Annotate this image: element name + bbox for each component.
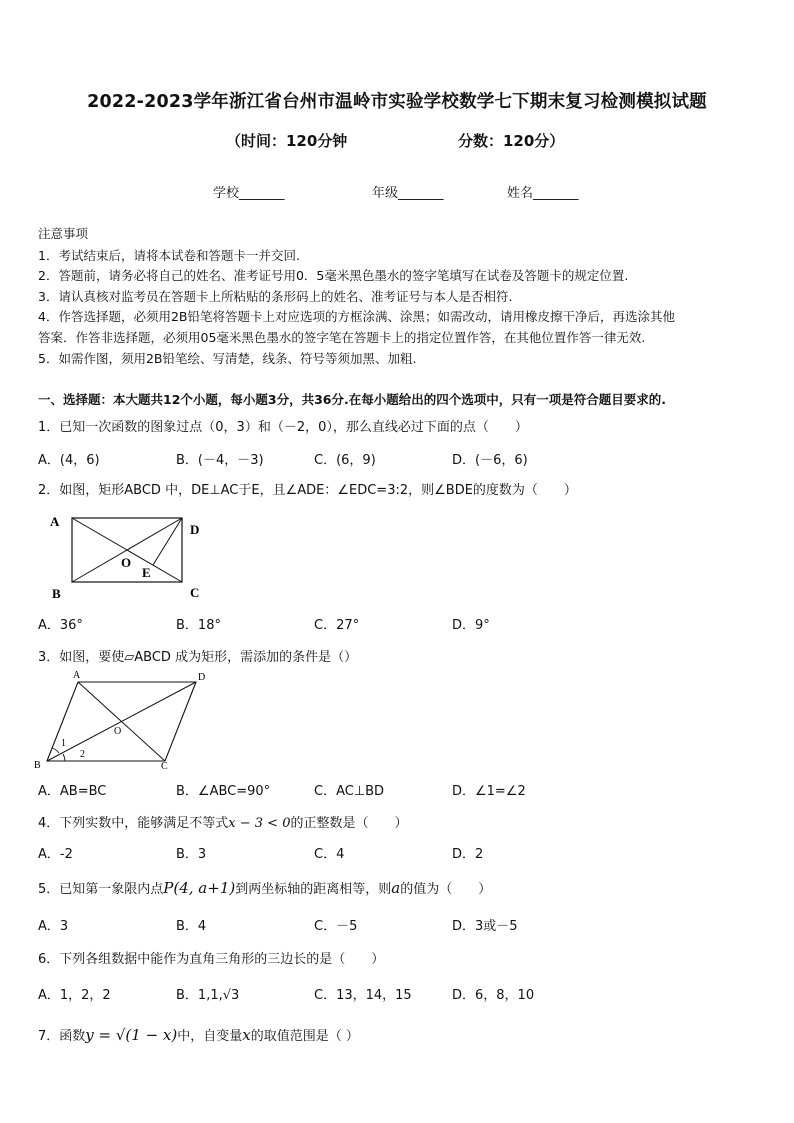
question-1-stem: 1．已知一次函数的图象过点（0，3）和（－2，0），那么直线必过下面的点（ ）: [38, 420, 528, 435]
q2-option-d: D．9°: [452, 618, 490, 633]
q4-option-b: B．3: [176, 847, 207, 862]
label-a: A: [73, 670, 81, 681]
q1-option-c: C．(6，9): [314, 453, 376, 468]
label-angle-2: 2: [80, 749, 85, 760]
q5-point: P(4, a+1): [163, 879, 236, 897]
q6-option-b: B．1,1,√3: [176, 988, 240, 1003]
notice-item: 1．考试结束后，请将本试卷和答题卡一并交回.: [38, 248, 300, 263]
angle-2-arc: [63, 754, 65, 761]
q4-option-d: D．2: [452, 847, 484, 862]
school-field: 学校_______: [213, 186, 285, 201]
notice-item: 答案．作答非选择题，必须用05毫米黑色墨水的签字笔在答题卡上的指定位置作答，在其他位置作答一律无效.: [38, 330, 646, 345]
q5-stem-text: 的值为（ ）: [400, 882, 492, 897]
q5-option-d: D．3或－5: [452, 919, 518, 934]
segment-de: [153, 518, 182, 565]
label-c: C: [190, 585, 200, 600]
q4-stem-text: 4．下列实数中，能够满足不等式: [38, 816, 229, 831]
section-heading: 一、选择题：本大题共12个小题，每小题3分，共36分.在每小题给出的四个选项中，只有一项是符合题目要求的.: [38, 392, 666, 407]
q4-inequality: x − 3 < 0: [228, 816, 291, 831]
question-6-stem: 6．下列各组数据中能作为直角三角形的三边长的是（ ）: [38, 952, 385, 967]
label-o: O: [121, 555, 132, 570]
q5-stem-text: 5．已知第一象限内点: [38, 882, 164, 897]
label-b: B: [34, 760, 41, 771]
q5-option-c: C．－5: [314, 919, 358, 934]
q3-option-c: C．AC⊥BD: [314, 784, 385, 799]
label-d: D: [198, 672, 206, 683]
diagonal-bd: [47, 682, 196, 761]
question-5-stem: [38, 878, 491, 897]
q2-option-a: A．36°: [38, 618, 83, 633]
q6-option-a: A．1，2，2: [38, 988, 111, 1003]
q7-stem-text: 中，自变量: [177, 1029, 243, 1044]
q2-option-c: C．27°: [314, 618, 360, 633]
q3-option-b: B．∠ABC=90°: [176, 784, 271, 799]
rectangle-abcd-figure: [40, 510, 220, 602]
angle-1-arc: [52, 748, 59, 753]
notice-item: 4．作答选择题，必须用2B铅笔将答题卡上对应选项的方框涂满、涂黑；如需改动，请用橡皮擦干净后，再选涂其他: [38, 309, 675, 324]
notice-item: 2．答题前，请务必将自己的姓名、准考证号用0．5毫米黑色墨水的签字笔填写在试卷及答题卡的规定位置.: [38, 268, 629, 283]
q7-stem-text: 7．函数: [38, 1029, 86, 1044]
question-4-stem: [38, 812, 408, 831]
q5-stem-text: 到两坐标轴的距离相等，则: [235, 882, 392, 897]
q5-option-a: A．3: [38, 919, 69, 934]
grade-field: 年级_______: [372, 186, 444, 201]
q4-option-c: C．4: [314, 847, 345, 862]
question-3-stem: 3．如图，要使▱ABCD 成为矩形，需添加的条件是（）: [38, 650, 358, 665]
name-field: 姓名_______: [507, 186, 579, 201]
notice-item: 3．请认真核对监考员在答题卡上所粘贴的条形码上的姓名、准考证号与本人是否相符.: [38, 289, 513, 304]
q1-option-a: A．(4，6): [38, 453, 100, 468]
label-angle-1: 1: [61, 738, 66, 749]
q1-option-d: D．(－6，6): [452, 453, 528, 468]
label-c: C: [161, 761, 168, 772]
q2-option-b: B．18°: [176, 618, 221, 633]
label-e: E: [142, 565, 151, 580]
q4-stem-text: 的正整数是（ ）: [290, 816, 408, 831]
notice-heading: 注意事项: [38, 226, 89, 241]
exam-title: 2022-2023学年浙江省台州市温岭市实验学校数学七下期末复习检测模拟试题: [87, 92, 707, 112]
q3-option-a: A．AB=BC: [38, 784, 107, 799]
q6-option-c: C．13，14，15: [314, 988, 412, 1003]
exam-time: （时间：120分钟: [226, 132, 348, 150]
q4-option-a: A．-2: [38, 847, 73, 862]
question-2-stem: 2．如图，矩形ABCD 中，DE⊥AC于E，且∠ADE：∠EDC=3:2，则∠BDE的度数为（ ）: [38, 483, 577, 498]
q7-function: y = √(1 − x): [85, 1026, 178, 1044]
q7-stem-text: 的取值范围是（ ）: [250, 1029, 359, 1044]
q3-option-d: D．∠1=∠2: [452, 784, 526, 799]
q5-option-b: B．4: [176, 919, 207, 934]
q7-variable: x: [242, 1026, 251, 1044]
q1-option-b: B．(－4，－3): [176, 453, 264, 468]
exam-score: 分数：120分）: [458, 132, 565, 150]
q5-variable: a: [391, 879, 401, 897]
question-7-stem: [38, 1025, 359, 1044]
label-o: O: [114, 726, 122, 737]
label-b: B: [52, 586, 61, 601]
notice-item: 5．如需作图，须用2B铅笔绘、写清楚，线条、符号等须加黑、加粗.: [38, 351, 417, 366]
label-d: D: [190, 522, 200, 537]
parallelogram-abcd-figure: [30, 668, 220, 772]
label-a: A: [50, 514, 60, 529]
q6-option-d: D．6，8，10: [452, 988, 535, 1003]
